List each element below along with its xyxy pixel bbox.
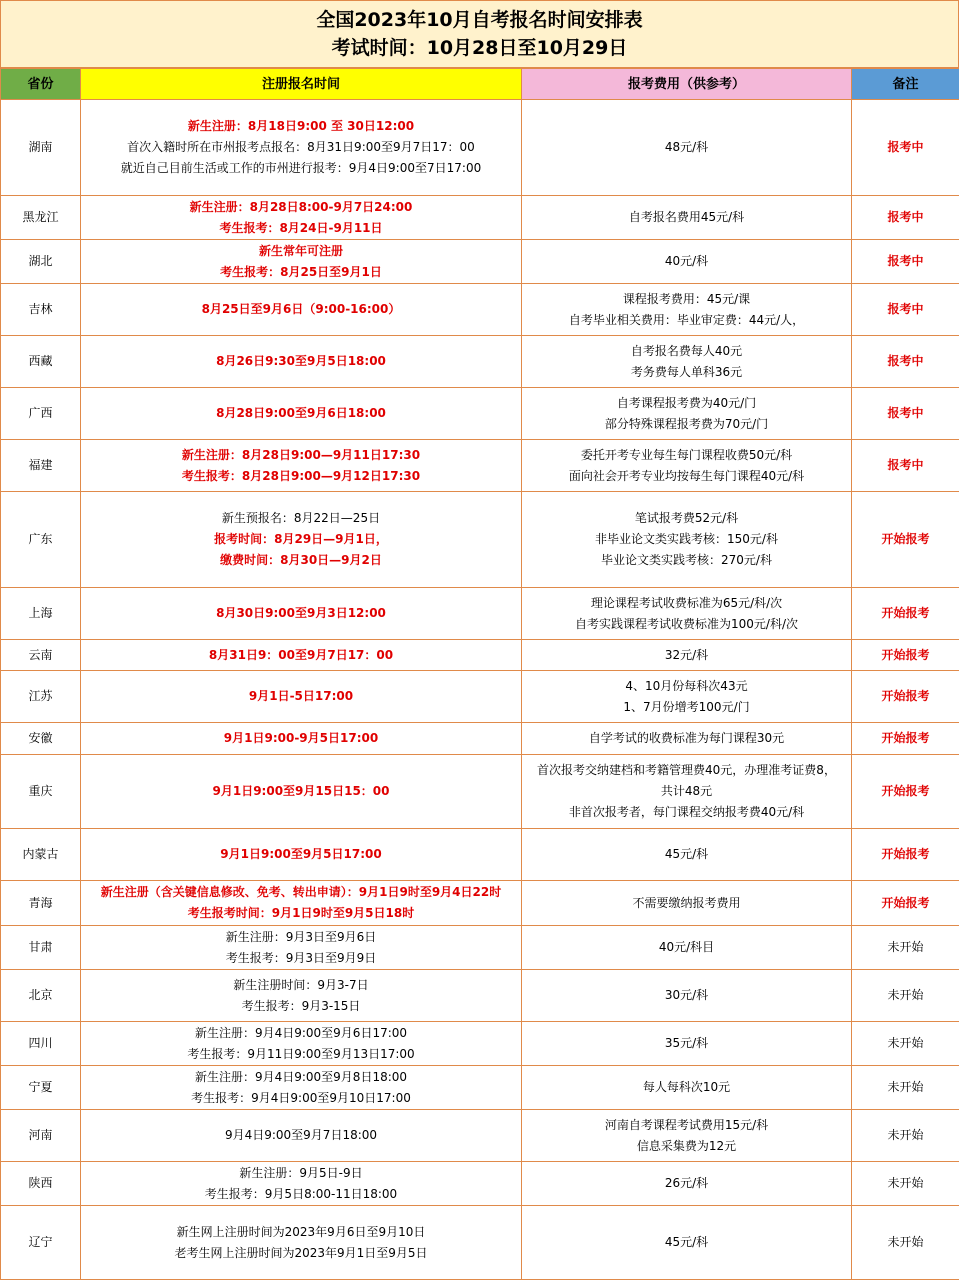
fee-cell xyxy=(522,240,852,284)
table-row xyxy=(1,1206,959,1280)
table-row xyxy=(1,100,959,196)
registration-time-line: 9月1日9:00至9月5日17:00 xyxy=(220,847,382,861)
province-cell: 广西 xyxy=(1,388,81,440)
registration-time-line: 缴费时间：8月30日—9月2日 xyxy=(220,553,382,567)
fee-cell xyxy=(522,1110,852,1162)
fee-cell xyxy=(522,440,852,492)
fee-line: 自学考试的收费标准为每门课程30元 xyxy=(588,731,785,745)
fee-line: 非首次报考者，每门课程交纳报考费40元/科 xyxy=(568,805,805,819)
fee-line: 35元/科 xyxy=(664,1036,709,1050)
registration-time-cell xyxy=(81,970,522,1022)
fee-cell xyxy=(522,1066,852,1110)
table-row xyxy=(1,829,959,881)
table-row xyxy=(1,336,959,388)
fee-line: 信息采集费为12元 xyxy=(636,1138,737,1153)
fee-cell xyxy=(522,492,852,588)
province-cell: 陕西 xyxy=(1,1162,81,1206)
registration-time-cell xyxy=(81,100,522,196)
registration-time-line: 9月1日9:00至9月15日15：00 xyxy=(212,784,390,798)
registration-time-line: 8月25日至9月6日（9:00-16:00） xyxy=(201,302,401,316)
title-line-1: 全国2023年10月自考报名时间安排表 xyxy=(316,9,643,31)
province-cell: 重庆 xyxy=(1,755,81,829)
header-registration: 注册报名时间 xyxy=(81,69,522,100)
status-note-cell: 报考中 xyxy=(852,100,959,196)
registration-time-line: 8月28日9:00至9月6日18:00 xyxy=(216,406,386,420)
table-row xyxy=(1,588,959,640)
header-row xyxy=(1,69,959,100)
registration-time-cell xyxy=(81,388,522,440)
registration-time-line: 9月4日9:00至9月7日18:00 xyxy=(224,1128,378,1142)
fee-line: 面向社会开考专业均按每生每门课程40元/科 xyxy=(568,468,805,483)
registration-time-line: 新生注册：9月5日-9日 xyxy=(239,1165,363,1180)
fee-line: 每人每科次10元 xyxy=(642,1080,731,1094)
registration-time-line: 新生网上注册时间为2023年9月6日至9月10日 xyxy=(176,1224,426,1239)
fee-line: 委托开考专业每生每门课程收费50元/科 xyxy=(580,447,793,462)
fee-cell xyxy=(522,970,852,1022)
registration-time-line: 考生报考：9月3日至9月9日 xyxy=(225,950,377,965)
status-note-cell: 未开始 xyxy=(852,926,959,970)
fee-line: 45元/科 xyxy=(664,1235,709,1249)
fee-cell xyxy=(522,388,852,440)
province-cell: 四川 xyxy=(1,1022,81,1066)
fee-cell xyxy=(522,723,852,755)
province-cell: 内蒙古 xyxy=(1,829,81,881)
table-row xyxy=(1,284,959,336)
table-row xyxy=(1,240,959,284)
table-row xyxy=(1,671,959,723)
registration-time-cell xyxy=(81,640,522,671)
fee-cell xyxy=(522,829,852,881)
table-row xyxy=(1,1022,959,1066)
registration-time-line: 考生报考：8月28日9:00—9月12日17:30 xyxy=(181,468,421,483)
header-fee: 报考费用（供参考） xyxy=(522,69,852,100)
registration-time-line: 新生注册：9月4日9:00至9月6日17:00 xyxy=(194,1025,408,1040)
fee-cell xyxy=(522,284,852,336)
status-note-cell: 未开始 xyxy=(852,1110,959,1162)
status-note-cell: 报考中 xyxy=(852,240,959,284)
province-cell: 河南 xyxy=(1,1110,81,1162)
table-row xyxy=(1,1110,959,1162)
fee-line: 1、7月份增考100元/门 xyxy=(623,699,750,714)
table-row xyxy=(1,723,959,755)
province-cell: 黑龙江 xyxy=(1,196,81,240)
table-row xyxy=(1,1066,959,1110)
fee-cell xyxy=(522,1206,852,1280)
province-cell: 甘肃 xyxy=(1,926,81,970)
status-note-cell: 开始报考 xyxy=(852,755,959,829)
status-note-cell: 报考中 xyxy=(852,196,959,240)
registration-time-cell xyxy=(81,671,522,723)
registration-time-cell xyxy=(81,1022,522,1066)
fee-line: 自考课程报考费为40元/门 xyxy=(616,395,757,410)
registration-time-line: 考生报考：9月3-15日 xyxy=(241,998,361,1013)
province-cell: 湖北 xyxy=(1,240,81,284)
header-note: 备注 xyxy=(852,69,959,100)
province-cell: 湖南 xyxy=(1,100,81,196)
registration-time-line: 9月1日9:00-9月5日17:00 xyxy=(223,731,379,745)
registration-time-cell xyxy=(81,284,522,336)
fee-line: 自考毕业相关费用：毕业审定费：44元/人， xyxy=(568,312,805,327)
registration-time-line: 考生报考时间：9月1日9时至9月5日18时 xyxy=(187,906,415,920)
registration-time-line: 考生报考：8月25日至9月1日 xyxy=(220,264,382,279)
status-note-cell: 报考中 xyxy=(852,336,959,388)
fee-cell xyxy=(522,100,852,196)
status-note-cell: 未开始 xyxy=(852,1066,959,1110)
status-note-cell: 未开始 xyxy=(852,1022,959,1066)
table-row xyxy=(1,926,959,970)
registration-time-cell xyxy=(81,588,522,640)
province-cell: 江苏 xyxy=(1,671,81,723)
table-row xyxy=(1,388,959,440)
registration-time-line: 9月1日-5日17:00 xyxy=(248,689,354,703)
province-cell: 吉林 xyxy=(1,284,81,336)
fee-cell xyxy=(522,1162,852,1206)
registration-time-cell xyxy=(81,926,522,970)
table-row xyxy=(1,440,959,492)
fee-cell xyxy=(522,196,852,240)
status-note-cell: 开始报考 xyxy=(852,492,959,588)
province-cell: 云南 xyxy=(1,640,81,671)
registration-time-cell xyxy=(81,336,522,388)
table-row xyxy=(1,640,959,671)
registration-time-line: 新生注册：8月18日9:00 至 30日12:00 xyxy=(187,119,415,133)
fee-line: 自考报名费用45元/科 xyxy=(628,210,745,224)
registration-time-line: 新生注册：9月4日9:00至9月8日18:00 xyxy=(194,1069,408,1084)
fee-cell xyxy=(522,755,852,829)
fee-line: 26元/科 xyxy=(664,1176,709,1190)
fee-cell xyxy=(522,1022,852,1066)
province-cell: 广东 xyxy=(1,492,81,588)
fee-line: 40元/科目 xyxy=(658,940,715,954)
fee-line: 毕业论文类实践考核：270元/科 xyxy=(601,553,772,567)
registration-time-cell xyxy=(81,240,522,284)
registration-time-cell xyxy=(81,492,522,588)
status-note-cell: 报考中 xyxy=(852,440,959,492)
fee-line: 45元/科 xyxy=(664,847,709,861)
status-note-cell: 开始报考 xyxy=(852,671,959,723)
registration-time-line: 8月26日9:30至9月5日18:00 xyxy=(216,354,386,368)
table-body xyxy=(1,100,959,1280)
registration-time-cell xyxy=(81,1066,522,1110)
registration-time-line: 考生报考：9月4日9:00至9月10日17:00 xyxy=(191,1090,411,1105)
registration-time-line: 新生注册：8月28日8:00-9月7日24:00 xyxy=(189,199,413,214)
fee-cell xyxy=(522,588,852,640)
province-cell: 辽宁 xyxy=(1,1206,81,1280)
registration-time-cell xyxy=(81,196,522,240)
province-cell: 西藏 xyxy=(1,336,81,388)
fee-line: 笔试报考费52元/科 xyxy=(634,511,739,525)
province-cell: 安徽 xyxy=(1,723,81,755)
fee-line: 理论课程考试收费标准为65元/科/次 xyxy=(590,595,783,610)
fee-line: 自考实践课程考试收费标准为100元/科/次 xyxy=(575,616,798,631)
fee-line: 48元/科 xyxy=(664,140,709,154)
table-row xyxy=(1,881,959,926)
registration-time-line: 考生报考：9月11日9:00至9月13日17:00 xyxy=(187,1046,415,1061)
fee-line: 自考报名费每人40元 xyxy=(630,343,743,358)
registration-time-line: 首次入籍时所在市州报考点报名：8月31日9:00至9月7日17：00 xyxy=(127,140,475,154)
fee-line: 40元/科 xyxy=(664,254,709,268)
registration-time-line: 报考时间：8月29日—9月1日， xyxy=(214,532,388,546)
fee-line: 30元/科 xyxy=(664,988,709,1002)
registration-time-cell xyxy=(81,1206,522,1280)
registration-time-line: 8月30日9:00至9月3日12:00 xyxy=(216,606,386,620)
registration-time-line: 8月31日9：00至9月7日17：00 xyxy=(208,647,394,662)
table-row xyxy=(1,1162,959,1206)
registration-time-cell xyxy=(81,440,522,492)
fee-line: 课程报考费用：45元/课 xyxy=(622,291,751,306)
status-note-cell: 未开始 xyxy=(852,970,959,1022)
registration-time-line: 就近自己目前生活或工作的市州进行报考：9月4日9:00至7日17:00 xyxy=(120,161,482,175)
registration-time-cell xyxy=(81,1110,522,1162)
province-cell: 北京 xyxy=(1,970,81,1022)
registration-time-cell xyxy=(81,829,522,881)
fee-cell xyxy=(522,881,852,926)
status-note-cell: 开始报考 xyxy=(852,723,959,755)
registration-time-cell xyxy=(81,723,522,755)
status-note-cell: 未开始 xyxy=(852,1206,959,1280)
status-note-cell: 报考中 xyxy=(852,388,959,440)
status-note-cell: 开始报考 xyxy=(852,588,959,640)
table-row xyxy=(1,755,959,829)
fee-line: 32元/科 xyxy=(664,647,709,662)
table-row xyxy=(1,492,959,588)
title-line-2: 考试时间：10月28日至10月29日 xyxy=(331,37,628,59)
registration-time-line: 考生报考：9月5日8:00-11日18:00 xyxy=(204,1186,398,1201)
registration-time-line: 老考生网上注册时间为2023年9月1日至9月5日 xyxy=(174,1245,428,1260)
status-note-cell: 开始报考 xyxy=(852,881,959,926)
registration-time-cell xyxy=(81,1162,522,1206)
fee-line: 部分特殊课程报考费为70元/门 xyxy=(604,416,769,431)
schedule-table xyxy=(0,68,959,1280)
fee-line: 河南自考课程考试费用15元/科 xyxy=(604,1117,769,1132)
fee-line: 首次报考交纳建档和考籍管理费40元，办理准考证费8， xyxy=(537,763,836,777)
table-row xyxy=(1,196,959,240)
fee-line: 不需要缴纳报考费用 xyxy=(632,895,741,910)
registration-time-line: 新生注册（含关键信息修改、免考、转出申请）：9月1日9时至9月4日22时 xyxy=(100,885,502,899)
status-note-cell: 未开始 xyxy=(852,1162,959,1206)
fee-line: 非毕业论文类实践考核：150元/科 xyxy=(595,532,778,546)
fee-cell xyxy=(522,336,852,388)
province-cell: 福建 xyxy=(1,440,81,492)
table-row xyxy=(1,970,959,1022)
fee-line: 共计48元 xyxy=(660,784,713,798)
fee-line: 考务费每人单科36元 xyxy=(630,364,743,379)
registration-time-line: 新生常年可注册 xyxy=(258,243,343,258)
status-note-cell: 开始报考 xyxy=(852,640,959,671)
fee-cell xyxy=(522,640,852,671)
registration-time-cell xyxy=(81,881,522,926)
title-banner xyxy=(0,0,959,68)
fee-cell xyxy=(522,671,852,723)
registration-time-cell xyxy=(81,755,522,829)
province-cell: 上海 xyxy=(1,588,81,640)
registration-time-line: 考生报考：8月24日-9月11日 xyxy=(219,220,383,235)
header-province: 省份 xyxy=(1,69,81,100)
province-cell: 青海 xyxy=(1,881,81,926)
registration-time-line: 新生注册时间：9月3-7日 xyxy=(233,977,369,992)
status-note-cell: 开始报考 xyxy=(852,829,959,881)
status-note-cell: 报考中 xyxy=(852,284,959,336)
fee-line: 4、10月份每科次43元 xyxy=(625,678,748,693)
fee-cell xyxy=(522,926,852,970)
province-cell: 宁夏 xyxy=(1,1066,81,1110)
registration-time-line: 新生注册：9月3日至9月6日 xyxy=(225,929,377,944)
registration-time-line: 新生注册：8月28日9:00—9月11日17:30 xyxy=(181,447,421,462)
registration-time-line: 新生预报名：8月22日—25日 xyxy=(221,511,381,525)
